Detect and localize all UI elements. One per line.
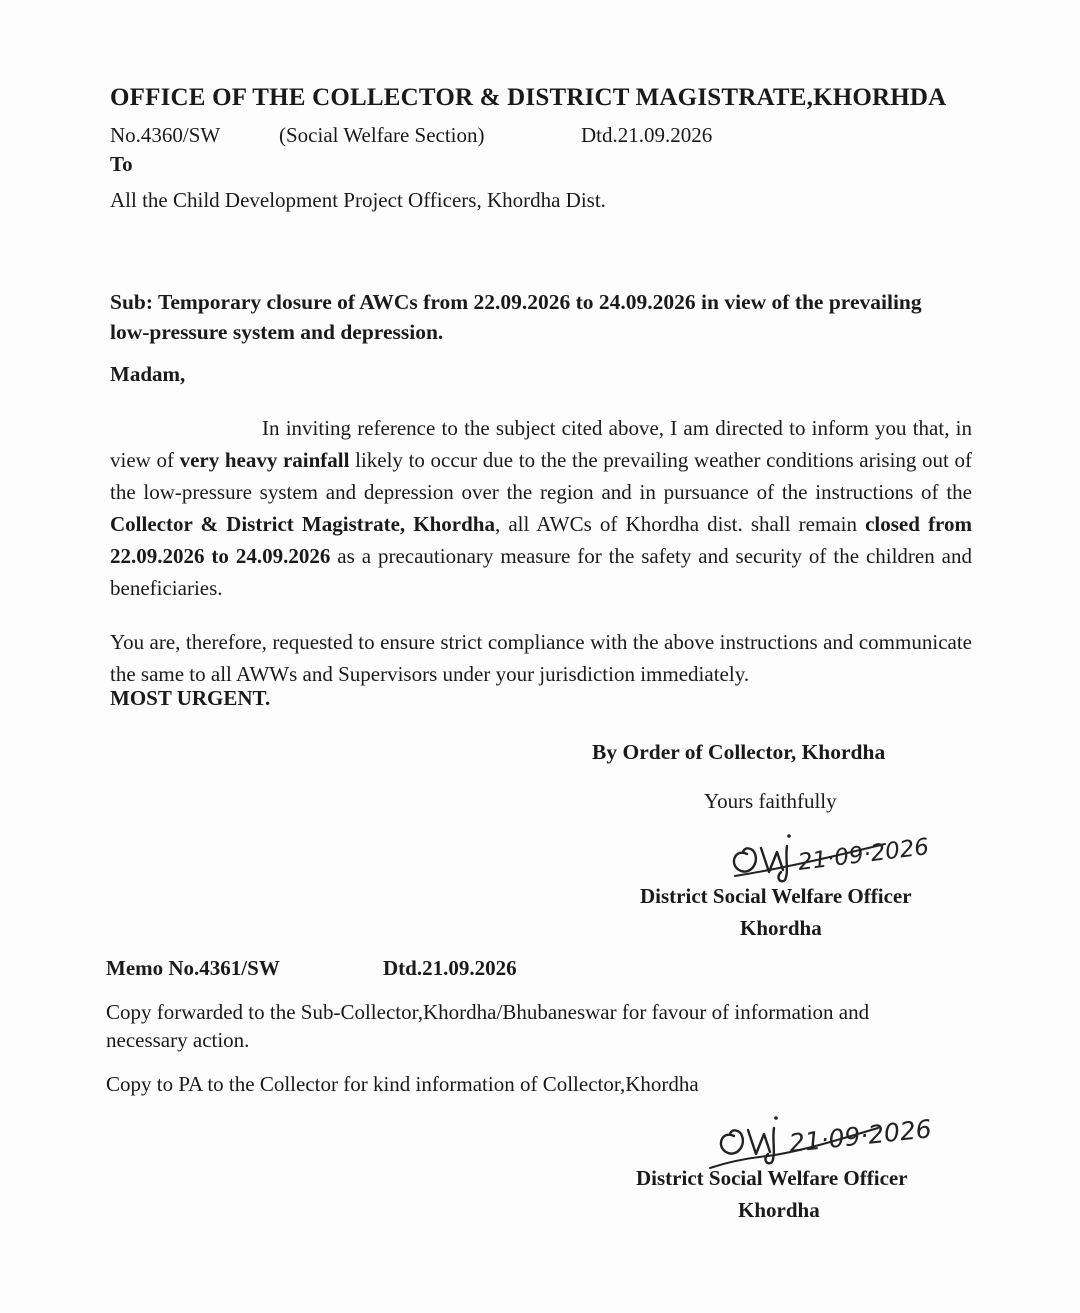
signature-2-image bbox=[708, 1106, 970, 1172]
p1-bold-rainfall: very heavy rainfall bbox=[179, 448, 350, 472]
to-label: To bbox=[110, 152, 133, 176]
signature-1-image bbox=[725, 826, 955, 886]
p1-bold-collector: Collector & District Magistrate, Khordha bbox=[110, 512, 495, 536]
copy-forward-line-2: Copy to PA to the Collector for kind information of Collector,Khordha bbox=[106, 1072, 699, 1096]
subject-line: Sub: Temporary closure of AWCs from 22.09.2026 to 24.09.2026 in view of the prevailing low-pressure system and depression. bbox=[110, 290, 922, 344]
office-title: OFFICE OF THE COLLECTOR & DISTRICT MAGISTRATE,KHORHDA bbox=[110, 84, 947, 111]
officer-title-2: District Social Welfare Officer bbox=[636, 1166, 908, 1190]
letter-date: Dtd.21.09.2026 bbox=[581, 123, 713, 147]
p1-bold-closed: closed from 22.09.2026 to 24.09.2026 bbox=[110, 512, 972, 568]
copy-forward-line-1: Copy forwarded to the Sub-Collector,Khordha/Bhubaneswar for favour of information and necessary action. bbox=[106, 1000, 870, 1052]
salutation: Madam, bbox=[110, 362, 186, 386]
body-paragraph-1 bbox=[110, 412, 972, 604]
officer-place-1: Khordha bbox=[740, 916, 822, 940]
yours-faithfully: Yours faithfully bbox=[704, 789, 837, 813]
p1-text-a: In inviting reference to the subject cited above, I am directed to inform you that, in view of bbox=[110, 416, 972, 472]
section-name: (Social Welfare Section) bbox=[279, 123, 485, 147]
p1-text-e: , all AWCs of Khordha dist. shall remain bbox=[494, 512, 866, 536]
p1-text-g: as a precautionary measure for the safety and security of the children and beneficiaries. bbox=[110, 544, 972, 600]
signature-1-date: 21·09·2026 bbox=[796, 834, 931, 876]
officer-title-1: District Social Welfare Officer bbox=[640, 884, 912, 908]
memo-number: Memo No.4361/SW bbox=[106, 956, 280, 980]
memo-date: Dtd.21.09.2026 bbox=[383, 956, 517, 980]
most-urgent-label: MOST URGENT. bbox=[110, 686, 271, 710]
body-paragraph-2: You are, therefore, requested to ensure strict compliance with the above instructions and communicate the same to all AWWs and Supervisors under your jurisdiction immediately. bbox=[110, 630, 972, 686]
signature-2-date: 21·09·2026 bbox=[787, 1114, 933, 1158]
addressee: All the Child Development Project Officers, Khordha Dist. bbox=[110, 188, 606, 212]
by-order-line: By Order of Collector, Khordha bbox=[592, 740, 886, 764]
p1-text-c: likely to occur due to the the prevailing weather conditions arising out of the low-pressure system and depression over the region and in pursuance of the instructions of the bbox=[110, 448, 972, 504]
letter-number: No.4360/SW bbox=[110, 123, 221, 147]
officer-place-2: Khordha bbox=[738, 1198, 820, 1222]
